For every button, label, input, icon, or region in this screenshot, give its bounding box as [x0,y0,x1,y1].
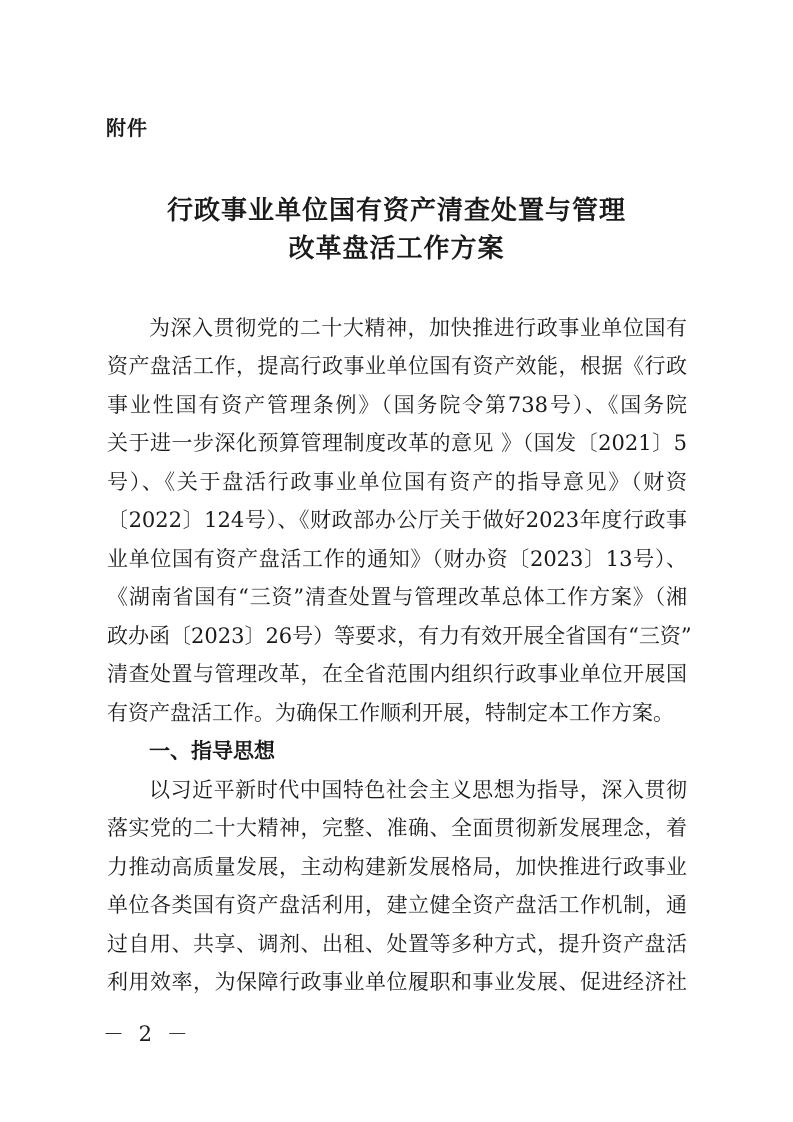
paragraph-line: 业单位国有资产盘活工作的通知》（财办资〔2023〕13号）、 [107,547,687,571]
document-title-line-1: 行政事业单位国有资产清查处置与管理 [166,196,626,226]
paragraph-line: 〔2022〕124号）、《财政部办公厅关于做好2023年度行政事 [107,508,687,532]
paragraph-line: 清查处置与管理改革，在全省范围内组织行政事业单位开展国 [107,662,687,686]
paragraph-line: 落实党的二十大精神，完整、准确、全面贯彻新发展理念，着 [107,816,687,840]
paragraph-line: 号）、《关于盘活行政事业单位国有资产的指导意见》（财资 [107,470,687,494]
paragraph-line: 有资产盘活工作。为确保工作顺利开展，特制定本工作方案。 [107,701,674,725]
paragraph-line: 为深入贯彻党的二十大精神，加快推进行政事业单位国有 [149,316,687,340]
paragraph-line: 《湖南省国有“三资”清查处置与管理改革总体工作方案》（湘 [107,585,687,609]
paragraph-line: 利用效率，为保障行政事业单位履职和事业发展、促进经济社 [107,970,687,994]
paragraph-line: 关于进一步深化预算管理制度改革的意见 》（国发〔2021〕5 [107,431,687,455]
section-heading-guiding-ideology: 一、指导思想 [149,739,275,763]
paragraph-line: 资产盘活工作，提高行政事业单位国有资产效能，根据《行政 [107,354,687,378]
paragraph-line: 以习近平新时代中国特色社会主义思想为指导，深入贯彻 [149,778,687,802]
attachment-label: 附件 [106,116,148,140]
paragraph-line: 单位各类国有资产盘活利用，建立健全资产盘活工作机制，通 [107,893,687,917]
paragraph-line: 力推动高质量发展，主动构建新发展格局，加快推进行政事业 [107,855,687,879]
paragraph-line: 政办函〔2023〕26号）等要求，有力有效开展全省国有“三资” [107,624,692,648]
page-number: － 2 － [103,1022,192,1046]
paragraph-line: 事业性国有资产管理条例》（国务院令第738号）、《国务院 [107,393,687,417]
paragraph-line: 过自用、共享、调剂、出租、处置等多种方式，提升资产盘活 [107,932,687,956]
document-title-line-2: 改革盘活工作方案 [288,234,505,264]
